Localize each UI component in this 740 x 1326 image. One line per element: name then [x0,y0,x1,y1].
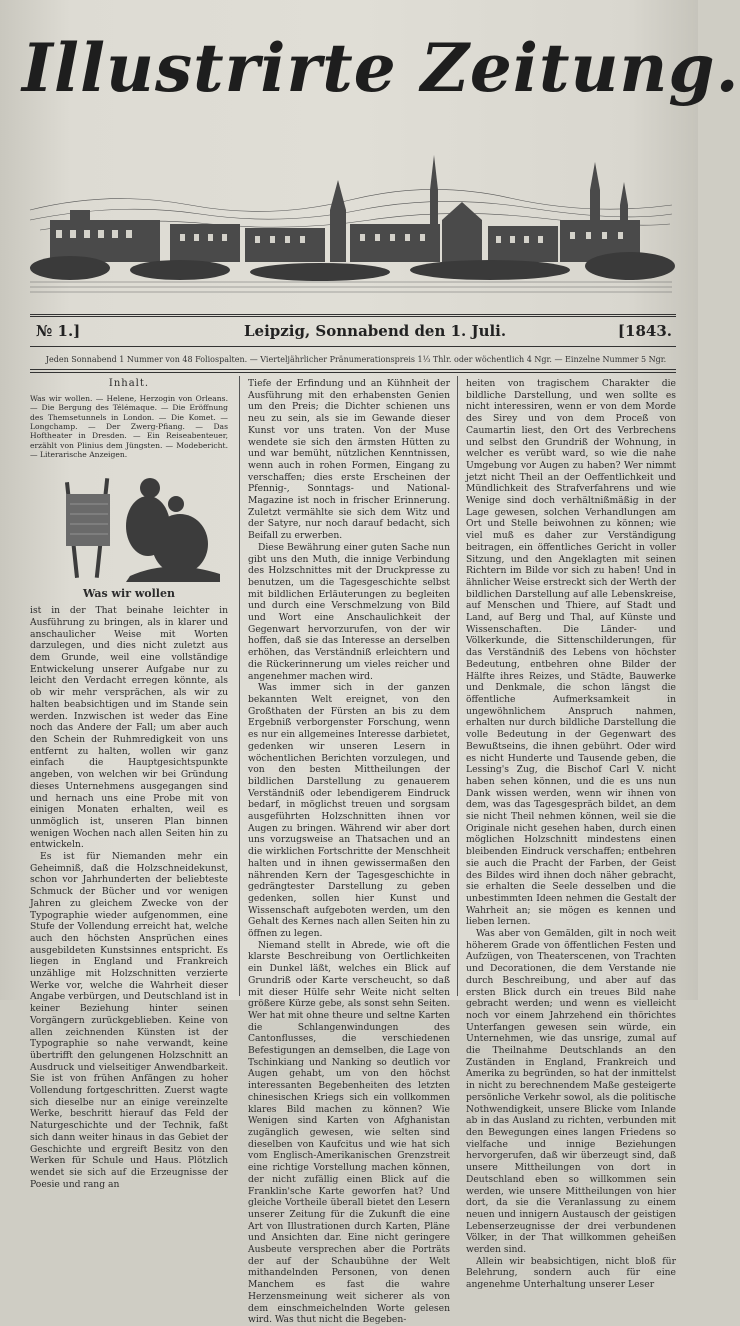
contents-title: Inhalt. [108,378,150,389]
column-1 [30,378,228,1190]
article-paragraph: Allein wir beabsichtigen, nicht bloß für Belehrung, sondern auch für eine angenehme Unterhaltung unserer Leser [466,1255,676,1291]
masthead-rule-top [30,314,676,315]
dateline [36,322,672,344]
masthead-title: Illustrirte Zeitung. [22,29,740,107]
article-paragraph: Diese Bewährung einer guten Sache nun gibt uns den Muth, die innige Verbindung des Holzschnittes mit der Druckpresse zu benutzen, um die Tagesgeschichte selbst mit bildlichen Erläuterungen zu begleiten und durch eine Verschmelzung von Bild und Wort eine Anschaulichkeit der Gegenwart hervorzurufen, von der wir hoffen, daß sie das Interesse an derselben erhöhen, das Verständniß erleichtern und die Rückerinnerung um vieles reicher und angenehmer machen wird. [248,541,450,682]
issue-number: № 1.] [36,322,81,340]
issue-year: [1843. [617,322,672,340]
dateline-rule [30,346,676,347]
subline-rule [30,369,676,370]
article-paragraph: Was aber von Gemälden, gilt in noch weit höherem Grade von öffentlichen Festen und Aufzügen, von Theaterscenen, von Trachten und Decorationen, die dem Verstande nie durch Beschreibung, und aber auf das ersten Blick durch ein treues Bild nahe gebracht werden; und wenn es vielleicht noch vor einem Jahrzehend ein thörichtes Unterfangen gewesen sein würde, ein Unternehmen, wie das unsrige, zumal auf die Theilnahme Deutschlands an den Zuständen in England, Frankreich und Amerika zu begründen, so hat der inmittelst in nicht zu berechnendem Maße gesteigerte persönliche Verkehr sowol, als die politische Nothwendigkeit, unsere Blicke vom Inlande ab in das Ausland zu richten, verbunden mit den Bewegungen eines langen Friedens so vielfache und innige Beziehungen hervorgerufen, daß wir überzeugt sind, daß unsere Mittheilungen von dort in Deutschland eben so willkommen sein werden, wie unsere Mittheilungen von hier dort, da sie die Veranlassung zu einem neuen und innigern Austausch der geistigen Lebenserzeugnisse der drei verbundenen Völker, in der That willkommen geheißen werden sind. [466,928,676,1256]
article-paragraph: ist in der That beinahe leichter in Ausführung zu bringen, als in klarer und anschaulicher Weise mit Worten darzulegen, und dies nicht zuletzt aus dem Grunde, weil eine vollständige Entwickelung unserer Aufgabe nur zu leicht den Verdacht erregen könnte, als ob wir mehr versprächen, als wir zu halten beabsichtigen und im Stande sein werden. Inzwischen ist weder das Eine noch das Andere der Fall; um aber auch den Schein der Ruhmredigkeit von uns entfernt zu halten, wollen wir ganz einfach die Hauptgesichtspunkte angeben, von welchen wir bei Gründung dieses Unternehmens ausgegangen sind und hernach uns eine Probe mit von einigen Monaten erhalten, weil es unmöglich ist, unseren Plan binnen wenigen Wochen nach allen Seiten hin zu entwickeln. [30,605,228,851]
article-paragraph: Es ist für Niemanden mehr ein Geheimniß, daß die Holzschneidekunst, schon vor Jahrhunderten der beliebteste Schmuck der Bücher und vor wenigen Jahren zu gleichem Zwecke von der Typographie wieder aufgenommen, eine Stufe der Vollendung erreicht hat, welche auch den höchsten Ansprüchen eines ausgebildeten Kunstsinnes entspricht. Es liegen in England und Frankreich unzählige mit Holzschnitten verzierte Werke vor, welche die Wahrheit dieser Angabe verbürgen, und Deutschland ist in keiner Beziehung hinter seinen Vorgängern zurückgeblieben. Keine von allen zeichnenden Künsten ist der Typographie so nahe verwandt, keine übertrifft den gelungenen Holzschnitt an Ausdruck und vielseitiger Anwendbarkeit. Sie ist von frühen Anfängen zu hoher Vollendung fortgeschritten. Zuerst wagte sich dieselbe nur an einige vereinzelte Werke, beschritt hierauf das Feld der Naturgeschichte und der Technik, faßt sich dann weiter hinaus in das Gebiet der Geschichte und ergreift Besitz von den Werken für Schule und Haus. Plötzlich wendet sie sich auf die Erzeugnisse der Poesie und rang an [30,851,228,1190]
article-paragraph: heiten von tragischem Charakter die bildliche Darstellung, und wen sollte es nicht interessiren, wenn er von dem Morde des Sirey und von dem Proceß von Caumartin liest, den Ort des Verbrechens und selbst den Grundriß der Wohnung, in welcher es verübt ward, so wie die nahe Umgebung vor Augen zu haben? Wer nimmt jetzt nicht Theil an der Oeffentlichkeit und Mündlichkeit des Strafverfahrens und wie Wenige sind doch verhältnißmäßig in der Lage gewesen, solchen Verhandlungen am Ort und Stelle beiwohnen zu können; wie viel muß es daher zur Verständigung beitragen, ein öffentliches Gericht in voller Sitzung, und den Angeklagten mit seinen Richtern im Bilde vor sich zu haben! Und in ähnlicher Weise erstreckt sich der Werth der bildlichen Darstellung auf alle Lebenskreise, auf Menschen und Thiere, auf Stadt und Land, auf Berg und Thal, auf Künste und Wissenschaften. Die Länder- und Völkerkunde, die Sittenschilderungen, für das Verständniß des Lebens von höchster Bedeutung, entbehren ohne Bilder der Hälfte ihres Reizes, und Städte, Bauwerke und Denkmale, die schon längst die öffentliche Aufmerksamkeit in ungewöhnlichem Anspruch nahmen, erhalten nur durch bildliche Darstellung die volle Bedeutung in der Gegenwart des Bewußtseins, die ihnen gebührt. Oder wird es nicht Hunderte und Tausende geben, die Lessing's Zug, die Bischof Carl V. nicht haben sehen können, und die es uns nun Dank wissen werden, wenn wir ihnen von dem, was das Tagesgespräch bildet, an dem sie nicht Theil nehmen können, weil sie die Originale nicht gesehen haben, durch einen möglichen Holzschnitt mindestens einen bleibenden Eindruck verschaffen; entbehren sie auch die Pracht der Farben, der Geist des Bildes wird ihnen doch näher gebracht, sie erhalten die Seele desselben und die unbestimmten Ideen nehmen die Gestalt der Wahrheit an; sie mögen es kennen und lieben lernen. [466,378,676,928]
article-title: Was wir wollen [83,586,175,600]
subscription-line: Jeden Sonnabend 1 Nummer von 48 Foliospalten. — Vierteljährlicher Pränumerationspreis 1⅓ Thlr. oder wöchentlich 4 Ngr. — Einzelne Nummer 5 Ngr. [45,355,667,364]
column-separator-2 [457,376,458,996]
article-paragraph: Was immer sich in der ganzen bekannten Welt ereignet, von den Großthaten der Fürsten an bis zu dem Ergebniß verborgenster Forschung, wenn es nur ein allgemeines Interesse darbietet, gedenken wir unseren Lesern in wöchentlichen Berichten vorzulegen, und von den besten Mittheilungen der bildlichen Darstellung zu genauerem Verständniß oder lebendigerem Eindruck bedarf, in möglichst treuen und sorgsam ausgeführten Holzschnitten ihnen vor Augen zu bringen. Während wir aber dort uns vorzugsweise an Thatsachen und an die wirklichen Fortschritte der Menschheit halten und in ihnen gewissermaßen den nährenden Kern der Tagesgeschichte in gedrängtester Darstellung zu geben gedenken, sollen hier Kunst und Wissenschaft aufgeboten werden, um den Gehalt des Kernes nach allen Seiten hin zu öffnen zu legen. [248,682,450,940]
column-separator-1 [239,376,240,996]
column-3 [466,378,676,1291]
subline-rule-2 [30,372,676,373]
contents-list: Was wir wollen. — Helene, Herzogin von Orleans. — Die Bergung des Télémaque. — Die Eröffnung des Themsetunnels in London. — Die Komet. — Longchamp. — Der Zwerg-Pfiang. — Das Hoftheater in Dresden. — Ein Reiseabenteuer, erzählt von Plinius dem Jüngsten. — Modebericht. — Literarische Anzeigen. [30,393,228,460]
article-paragraph: Niemand stellt in Abrede, wie oft die klarste Beschreibung von Oertlichkeiten ein Dunkel läßt, welches ein Blick auf Grundriß oder Karte verscheucht, so daß mit dieser Hülfe sehr Weite nicht selten größere Kürze gebe, als sonst sehn Seiten. Wer hat mit ohne theure und seltne Karten die Schlangenwindungen des Cantonflusses, die verschiedenen Befestigungen an demselben, die Lage von Tschinkiang und Nanking so deutlich vor Augen gehabt, um von den höchst interessanten Begebenheiten des letzten chinesischen Kriegs sich ein vollkommen klares Bild machen zu können? Wie Wenigen sind Karten von Afghanistan zugänglich gewesen, wie selten sind dieselben von Kaufcitus und wie hat sich vom Englisch-Amerikanischen Grenzstreit eine richtige Vorstellung machen können, der nicht zufällig einen Blick auf die Franklin'sche Karte geworfen hat? Und gleiche Vortheile überall bietet den Lesern unserer Zeitung für die Zukunft die eine Art von Illustrationen durch Karten, Pläne und Ansichten dar. Eine nicht geringere Ausbeute versprechen aber die Porträts der auf der Schaubühne der Welt mithandelnden Personen, von denen Manchem es fast die wahre Herzensmeinung weit sicherer als von dem einschmeichelnden Worte gelesen wird. Was thut nicht die Begeben- [248,939,450,1326]
article-paragraph: Tiefe der Erfindung und an Kühnheit der Ausführung mit den erhabensten Genien um den Preis; die Dichter schienen uns neu zu sein, als sie im Gewande dieser Kunst vor uns traten. Von der Muse wendete sie sich den ärmsten Hütten zu und war bemüht, nützlichen Kenntnissen, wenn auch in rohen Formen, Eingang zu verschaffen; dies erste Erscheinen der Pfennig-, Sonntags- und National-Magazine ist noch in frischer Erinnerung. Zuletzt vermählte sie sich dem Witz und der Satyre, nur noch darauf bedacht, sich Beifall zu erwerben. [248,378,450,542]
place-date: Leipzig, Sonnabend den 1. Juli. [244,322,507,340]
city-panorama-engraving [30,150,672,298]
masthead-rule-top-2 [30,316,676,317]
painter-engraving [30,464,228,584]
column-2 [248,378,450,1326]
